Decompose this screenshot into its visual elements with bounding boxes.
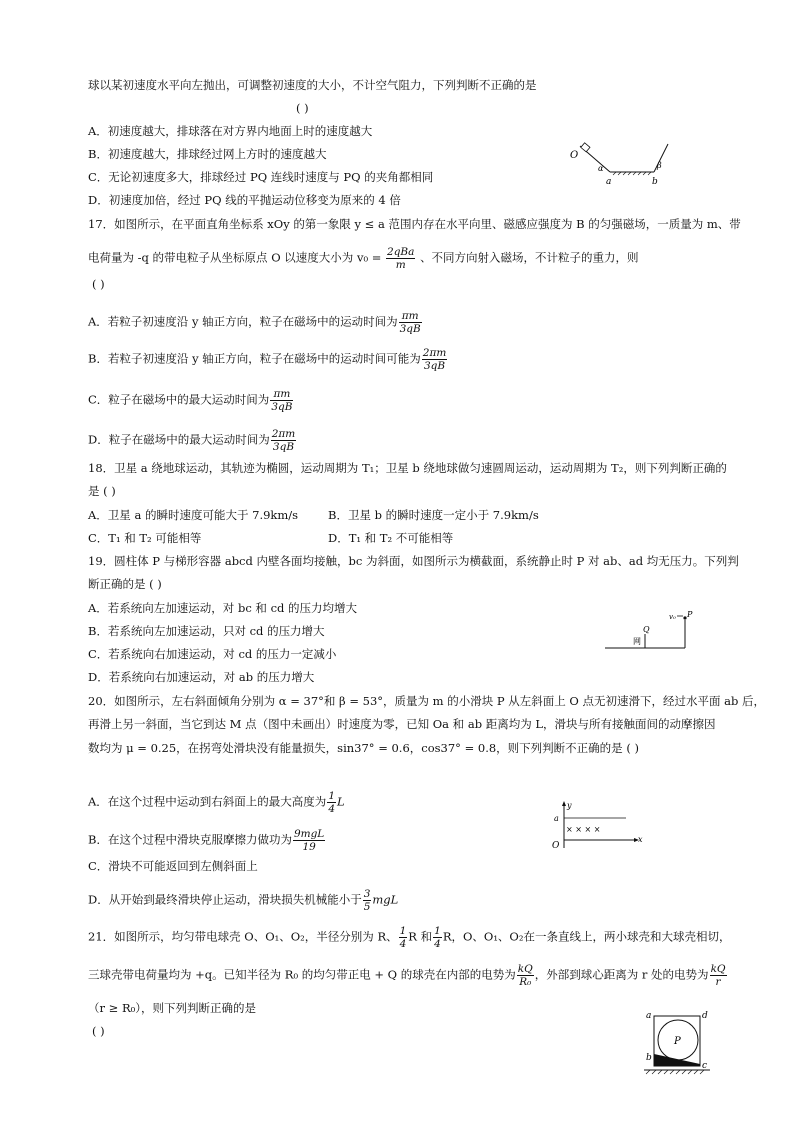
fig-field-crosses: × × × × bbox=[566, 825, 601, 834]
q19-line1: 19．圆柱体 P 与梯形容器 abcd 内壁各面均接触，bc 为斜面，如图所示为横截面，系统静止时 P 对 ab、ad 均无压力。下列判 bbox=[88, 554, 739, 568]
fig-label-v0: v₀ bbox=[669, 613, 676, 621]
q21-answer-paren: ( ) bbox=[92, 1024, 105, 1038]
q19-option-a: A．若系统向左加速运动，对 bc 和 cd 的压力均增大 bbox=[88, 601, 358, 615]
q16-answer-paren: ( ) bbox=[296, 101, 309, 115]
q21-line3: （r ≥ R₀），则下列判断正确的是 bbox=[88, 1001, 256, 1015]
q20-line3: 数均为 μ = 0.25，在拐弯处滑块没有能量损失，sin37° = 0.6，cos37° = 0.8，则下列判断不正确的是 ( ) bbox=[88, 741, 639, 755]
fig-label-box-P: P bbox=[674, 1036, 681, 1047]
q19-container-figure bbox=[640, 1008, 712, 1078]
q17-field-figure bbox=[550, 800, 646, 854]
q20-option-a: A．在这个过程中运动到右斜面上的最大高度为 $\frac{1}{4}$ L bbox=[88, 790, 345, 815]
q20-line1: 20．如图所示，左右斜面倾角分别为 α = 37°和 β = 53°，质量为 m 的小滑块 P 从左斜面上 O 点无初速滑下，经过水平面 ab 后， bbox=[88, 694, 766, 708]
q17-option-b: B．若粒子初速度沿 y 轴正方向，粒子在磁场中的运动时间可能为 $\frac{2\pi m}{3qB}$ bbox=[88, 347, 447, 372]
q20-option-c: C．滑块不可能返回到左侧斜面上 bbox=[88, 859, 258, 873]
q20-option-d: D．从开始到最终滑块停止运动，滑块损失机械能小于 $\frac{3}{5}$ mgL bbox=[88, 888, 399, 913]
q17-line1: 17．如图所示，在平面直角坐标系 xOy 的第一象限 y ≤ a 范围内存在水平向里、磁感应强度为 B 的匀强磁场，一质量为 m、带 bbox=[88, 217, 741, 231]
q17-option-a: A．若粒子初速度沿 y 轴正方向，粒子在磁场中的运动时间为 $\frac{\pi m}{3qB}$ bbox=[88, 310, 421, 335]
fig-label-box-a: a bbox=[646, 1011, 652, 1021]
q16-option-b: B．初速度越大，排球经过网上方时的速度越大 bbox=[88, 147, 327, 161]
q16-option-c: C．无论初速度多大，排球经过 PQ 连线时速度与 PQ 的夹角都相同 bbox=[88, 170, 434, 184]
fig-label-box-c: c bbox=[702, 1061, 708, 1071]
q18-option-d: D．T₁ 和 T₂ 不可能相等 bbox=[328, 531, 454, 545]
q19-option-c: C．若系统向右加速运动，对 cd 的压力一定减小 bbox=[88, 647, 337, 661]
fig-label-alpha: α bbox=[598, 164, 604, 173]
q21-line2: 三球壳带电荷量均为 +q。已知半径为 R₀ 的均匀带正电 + Q 的球壳在内部的电势为 $\frac{kQ}{\text{R₀}}$ ，外部到球心距离为 r 处的电势为 $\frac{kQ}{r}$ bbox=[88, 963, 726, 988]
q19-option-b: B．若系统向左加速运动，只对 cd 的压力增大 bbox=[88, 624, 325, 638]
q16-option-a: A．初速度越大，排球落在对方界内地面上时的速度越大 bbox=[88, 124, 373, 138]
fig-label-net: 网 bbox=[633, 637, 641, 646]
q17-v0-fraction: $\frac{\text{2qBa}}{m}$ bbox=[387, 246, 415, 271]
q17-line2-a: 电荷量为 -q 的带电粒子从坐标原点 O 以速度大小为 v₀ = bbox=[88, 250, 382, 265]
fig-label-box-d: d bbox=[702, 1011, 708, 1021]
fig-label-Q: Q bbox=[643, 625, 650, 634]
fig-label-O-origin: O bbox=[552, 841, 560, 851]
fig-label-a-axis: a bbox=[554, 814, 559, 823]
fig-label-x: x bbox=[638, 835, 643, 844]
q17-option-c: C．粒子在磁场中的最大运动时间为 $\frac{\pi m}{3qB}$ bbox=[88, 388, 293, 413]
fig-label-P: P bbox=[687, 610, 693, 619]
q21-line1: 21．如图所示，均匀带电球壳 O、O₁、O₂，半径分别为 R、 $\frac{1}{4}$ R 和 $\frac{1}{4}$ R，O、O₁、O₂在一条直线上，两小球壳和大球壳相切， bbox=[88, 925, 731, 950]
q18-option-a: A．卫星 a 的瞬时速度可能大于 7.9km/s bbox=[88, 508, 299, 522]
fig-label-box-b: b bbox=[646, 1053, 652, 1063]
q16-stem: 球以某初速度水平向左抛出，可调整初速度的大小，不计空气阻力，下列判断不正确的是 bbox=[88, 78, 537, 92]
fig-label-a: a bbox=[606, 177, 612, 187]
fig-label-b: b bbox=[652, 177, 658, 187]
fig-label-y: y bbox=[567, 801, 572, 810]
q17-option-d: D．粒子在磁场中的最大运动时间为 $\frac{2\pi m}{3qB}$ bbox=[88, 428, 296, 453]
q20-line2: 再滑上另一斜面，当它到达 M 点（图中未画出）时速度为零，已知 Oa 和 ab 距离均为 L，滑块与所有接触面间的动摩擦因 bbox=[88, 717, 716, 731]
q18-line1: 18．卫星 a 绕地球运动，其轨迹为椭圆，运动周期为 T₁；卫星 b 绕地球做匀速圆周运动，运动周期为 T₂，则下列判断正确的 bbox=[88, 461, 727, 475]
q18-option-b: B．卫星 b 的瞬时速度一定小于 7.9km/s bbox=[328, 508, 539, 522]
fig-label-beta: β bbox=[657, 161, 662, 170]
q17-line2-b: 、不同方向射入磁场，不计粒子的重力，则 bbox=[420, 250, 639, 265]
q16-platform-figure bbox=[603, 606, 699, 654]
q18-option-c: C．T₁ 和 T₂ 可能相等 bbox=[88, 531, 202, 545]
q16-slope-figure bbox=[566, 140, 676, 190]
q20-option-b: B．在这个过程中滑块克服摩擦力做功为 $\frac{\text{9mgL}}{19}$ bbox=[88, 828, 325, 853]
q17-answer-paren: ( ) bbox=[92, 277, 105, 291]
q19-line2: 断正确的是 ( ) bbox=[88, 577, 162, 591]
q19-option-d: D．若系统向右加速运动，对 ab 的压力增大 bbox=[88, 670, 315, 684]
fig-label-O: O bbox=[570, 150, 579, 161]
q17-line2 bbox=[88, 246, 639, 271]
q16-option-d: D．初速度加倍，经过 PQ 线的平抛运动位移变为原来的 4 倍 bbox=[88, 193, 401, 207]
q18-line2: 是 ( ) bbox=[88, 484, 116, 498]
